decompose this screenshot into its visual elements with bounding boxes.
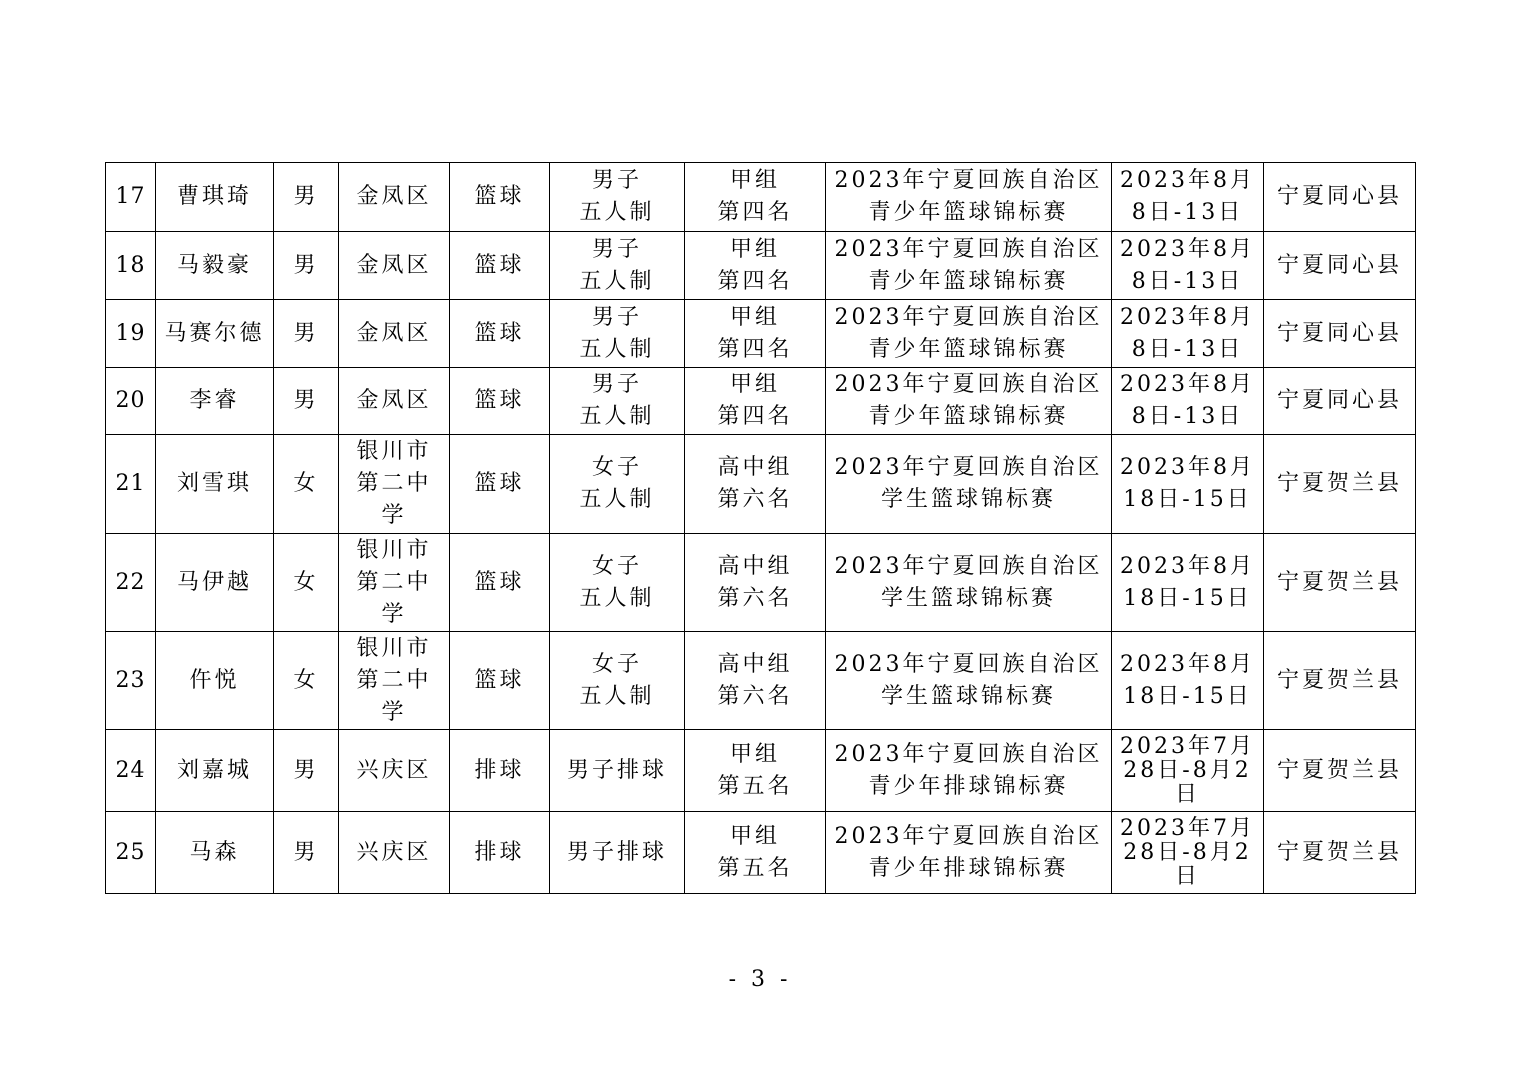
cell-unit-line: 学 xyxy=(381,503,407,528)
cell-event xyxy=(550,534,685,632)
cell-rank-line: 第四名 xyxy=(717,336,793,362)
cell-date xyxy=(1112,435,1264,534)
cell-event xyxy=(550,232,685,300)
cell-rank-line: 甲组 xyxy=(729,823,780,849)
cell-date-line: 18日-15日 xyxy=(1123,487,1252,512)
cell-competition xyxy=(826,812,1112,894)
cell-unit-line: 银川市 xyxy=(356,537,432,563)
cell-rank-line: 第五名 xyxy=(717,855,793,881)
cell-competition-line: 2023年宁夏回族自治区 xyxy=(834,553,1103,579)
cell-rank xyxy=(685,300,826,368)
cell-competition-line: 学生篮球锦标赛 xyxy=(880,487,1056,512)
cell-competition-line: 青少年篮球锦标赛 xyxy=(868,336,1069,362)
cell-rank-line: 高中组 xyxy=(717,553,793,579)
cell-competition-line: 2023年宁夏回族自治区 xyxy=(834,651,1103,677)
cell-unit xyxy=(339,163,450,232)
cell-event xyxy=(550,435,685,534)
cell-location: 宁夏贺兰县 xyxy=(1264,435,1416,534)
cell-unit xyxy=(339,730,450,812)
cell-event-line: 女子 xyxy=(591,455,642,480)
cell-competition-line: 青少年篮球锦标赛 xyxy=(868,268,1069,294)
cell-unit xyxy=(339,632,450,730)
cell-competition xyxy=(826,534,1112,632)
cell-sport: 篮球 xyxy=(450,368,550,435)
cell-gender: 女 xyxy=(274,534,339,632)
cell-competition-line: 2023年宁夏回族自治区 xyxy=(834,455,1103,480)
cell-rank xyxy=(685,730,826,812)
cell-competition xyxy=(826,300,1112,368)
table-row xyxy=(106,435,1416,534)
cell-date-line: 2023年7月 xyxy=(1120,815,1255,841)
cell-date-line: 8日-13日 xyxy=(1131,404,1244,429)
cell-competition-line: 2023年宁夏回族自治区 xyxy=(834,823,1103,849)
cell-rank-line: 高中组 xyxy=(717,455,793,480)
cell-rank-line: 高中组 xyxy=(717,651,793,677)
cell-location: 宁夏贺兰县 xyxy=(1264,632,1416,730)
cell-rank-line: 第五名 xyxy=(717,773,793,799)
cell-competition-line: 2023年宁夏回族自治区 xyxy=(834,168,1103,193)
cell-athlete-name: 刘嘉城 xyxy=(156,730,274,812)
cell-number: 19 xyxy=(106,300,156,368)
cell-competition xyxy=(826,632,1112,730)
cell-event-line: 女子 xyxy=(591,553,642,579)
cell-unit-line: 银川市 xyxy=(356,635,432,661)
cell-date-line: 28日-8月2 xyxy=(1123,757,1252,783)
cell-event xyxy=(550,730,685,812)
cell-gender: 女 xyxy=(274,435,339,534)
cell-athlete-name: 曹琪琦 xyxy=(156,163,274,232)
cell-unit xyxy=(339,812,450,894)
cell-rank-line: 第四名 xyxy=(717,404,793,429)
cell-competition-line: 青少年排球锦标赛 xyxy=(868,773,1069,799)
cell-event-line: 男子 xyxy=(591,236,642,262)
cell-number: 17 xyxy=(106,163,156,232)
cell-rank-line: 第六名 xyxy=(717,487,793,512)
cell-date-line: 日 xyxy=(1174,781,1200,807)
cell-event-line: 五人制 xyxy=(579,683,655,709)
cell-sport: 排球 xyxy=(450,730,550,812)
cell-event xyxy=(550,300,685,368)
cell-unit-line: 第二中 xyxy=(356,569,432,595)
cell-date-line: 8日-13日 xyxy=(1131,336,1244,362)
cell-unit-line: 兴庆区 xyxy=(356,839,432,865)
cell-event-line: 五人制 xyxy=(579,200,655,225)
cell-athlete-name: 刘雪琪 xyxy=(156,435,274,534)
cell-unit-line: 金凤区 xyxy=(356,388,432,413)
cell-event-line: 男子排球 xyxy=(566,839,667,865)
cell-date-line: 2023年8月 xyxy=(1120,553,1255,579)
cell-location: 宁夏同心县 xyxy=(1264,300,1416,368)
cell-location: 宁夏贺兰县 xyxy=(1264,534,1416,632)
cell-sport: 篮球 xyxy=(450,163,550,232)
cell-date-line: 2023年8月 xyxy=(1120,168,1255,193)
cell-unit-line: 学 xyxy=(381,601,407,627)
cell-rank-line: 甲组 xyxy=(729,236,780,262)
cell-event-line: 五人制 xyxy=(579,336,655,362)
cell-rank-line: 第四名 xyxy=(717,200,793,225)
cell-number: 25 xyxy=(106,812,156,894)
cell-competition xyxy=(826,163,1112,232)
cell-event-line: 五人制 xyxy=(579,585,655,611)
page-number: - 3 - xyxy=(728,967,792,992)
cell-competition-line: 青少年篮球锦标赛 xyxy=(868,404,1069,429)
cell-date-line: 8日-13日 xyxy=(1131,268,1244,294)
cell-location: 宁夏同心县 xyxy=(1264,368,1416,435)
table-row xyxy=(106,368,1416,435)
cell-number: 22 xyxy=(106,534,156,632)
cell-number: 24 xyxy=(106,730,156,812)
cell-event-line: 五人制 xyxy=(579,404,655,429)
cell-rank-line: 甲组 xyxy=(729,168,780,193)
cell-competition-line: 2023年宁夏回族自治区 xyxy=(834,741,1103,767)
athlete-awards-table xyxy=(105,162,1416,894)
cell-gender: 男 xyxy=(274,812,339,894)
cell-rank xyxy=(685,368,826,435)
cell-rank xyxy=(685,812,826,894)
cell-number: 18 xyxy=(106,232,156,300)
cell-number: 23 xyxy=(106,632,156,730)
table-row xyxy=(106,232,1416,300)
cell-location: 宁夏同心县 xyxy=(1264,232,1416,300)
cell-rank xyxy=(685,534,826,632)
cell-athlete-name: 马森 xyxy=(156,812,274,894)
table-row xyxy=(106,632,1416,730)
cell-rank-line: 甲组 xyxy=(729,741,780,767)
cell-event-line: 男子 xyxy=(591,168,642,193)
cell-event xyxy=(550,368,685,435)
cell-rank-line: 第六名 xyxy=(717,683,793,709)
cell-rank-line: 第四名 xyxy=(717,268,793,294)
cell-date-line: 8日-13日 xyxy=(1131,200,1244,225)
cell-athlete-name: 李睿 xyxy=(156,368,274,435)
cell-date xyxy=(1112,632,1264,730)
table-body xyxy=(106,163,1416,894)
cell-date-line: 18日-15日 xyxy=(1123,683,1252,709)
cell-rank xyxy=(685,435,826,534)
table-row xyxy=(106,163,1416,232)
cell-date-line: 2023年8月 xyxy=(1120,304,1255,330)
cell-unit xyxy=(339,534,450,632)
cell-sport: 篮球 xyxy=(450,232,550,300)
cell-sport: 篮球 xyxy=(450,435,550,534)
cell-competition-line: 青少年篮球锦标赛 xyxy=(868,200,1069,225)
cell-rank xyxy=(685,163,826,232)
cell-unit xyxy=(339,435,450,534)
cell-competition xyxy=(826,730,1112,812)
cell-gender: 男 xyxy=(274,368,339,435)
cell-competition-line: 学生篮球锦标赛 xyxy=(880,585,1056,611)
cell-unit-line: 金凤区 xyxy=(356,320,432,346)
cell-date xyxy=(1112,163,1264,232)
cell-date xyxy=(1112,812,1264,894)
cell-competition-line: 2023年宁夏回族自治区 xyxy=(834,372,1103,397)
cell-number: 20 xyxy=(106,368,156,435)
cell-date-line: 2023年8月 xyxy=(1120,651,1255,677)
cell-gender: 男 xyxy=(274,300,339,368)
cell-rank-line: 甲组 xyxy=(729,304,780,330)
cell-gender: 男 xyxy=(274,232,339,300)
cell-location: 宁夏贺兰县 xyxy=(1264,812,1416,894)
cell-date-line: 2023年8月 xyxy=(1120,236,1255,262)
table-row xyxy=(106,730,1416,812)
cell-unit-line: 第二中 xyxy=(356,667,432,693)
cell-event-line: 男子 xyxy=(591,372,642,397)
cell-date xyxy=(1112,300,1264,368)
table-row xyxy=(106,812,1416,894)
cell-event-line: 五人制 xyxy=(579,487,655,512)
cell-rank xyxy=(685,632,826,730)
cell-gender: 男 xyxy=(274,163,339,232)
cell-date-line: 18日-15日 xyxy=(1123,585,1252,611)
cell-sport: 篮球 xyxy=(450,300,550,368)
cell-sport: 排球 xyxy=(450,812,550,894)
cell-event-line: 女子 xyxy=(591,651,642,677)
cell-unit-line: 第二中 xyxy=(356,471,432,496)
cell-event-line: 男子排球 xyxy=(566,757,667,783)
cell-event xyxy=(550,163,685,232)
cell-date-line: 28日-8月2 xyxy=(1123,839,1252,865)
cell-rank-line: 甲组 xyxy=(729,372,780,397)
cell-sport: 篮球 xyxy=(450,534,550,632)
cell-competition-line: 学生篮球锦标赛 xyxy=(880,683,1056,709)
cell-date-line: 2023年8月 xyxy=(1120,455,1255,480)
cell-competition-line: 2023年宁夏回族自治区 xyxy=(834,304,1103,330)
cell-date-line: 2023年8月 xyxy=(1120,372,1255,397)
cell-athlete-name: 仵悦 xyxy=(156,632,274,730)
cell-location: 宁夏同心县 xyxy=(1264,163,1416,232)
cell-gender: 女 xyxy=(274,632,339,730)
cell-unit-line: 兴庆区 xyxy=(356,757,432,783)
cell-unit-line: 金凤区 xyxy=(356,184,432,209)
cell-number: 21 xyxy=(106,435,156,534)
cell-event xyxy=(550,812,685,894)
cell-date xyxy=(1112,232,1264,300)
cell-event-line: 五人制 xyxy=(579,268,655,294)
cell-athlete-name: 马赛尔德 xyxy=(156,300,274,368)
cell-competition-line: 青少年排球锦标赛 xyxy=(868,855,1069,881)
cell-event-line: 男子 xyxy=(591,304,642,330)
cell-competition xyxy=(826,435,1112,534)
cell-competition xyxy=(826,232,1112,300)
cell-unit xyxy=(339,368,450,435)
cell-date xyxy=(1112,730,1264,812)
cell-unit-line: 学 xyxy=(381,699,407,725)
table-row xyxy=(106,534,1416,632)
cell-competition xyxy=(826,368,1112,435)
cell-rank-line: 第六名 xyxy=(717,585,793,611)
cell-rank xyxy=(685,232,826,300)
cell-unit-line: 金凤区 xyxy=(356,252,432,278)
cell-date xyxy=(1112,368,1264,435)
cell-date-line: 2023年7月 xyxy=(1120,733,1255,759)
cell-date-line: 日 xyxy=(1174,863,1200,889)
cell-sport: 篮球 xyxy=(450,632,550,730)
cell-event xyxy=(550,632,685,730)
cell-competition-line: 2023年宁夏回族自治区 xyxy=(834,236,1103,262)
cell-date xyxy=(1112,534,1264,632)
cell-gender: 男 xyxy=(274,730,339,812)
table-row xyxy=(106,300,1416,368)
cell-unit xyxy=(339,232,450,300)
cell-location: 宁夏贺兰县 xyxy=(1264,730,1416,812)
cell-athlete-name: 马伊越 xyxy=(156,534,274,632)
cell-unit xyxy=(339,300,450,368)
cell-unit-line: 银川市 xyxy=(356,439,432,464)
cell-athlete-name: 马毅豪 xyxy=(156,232,274,300)
